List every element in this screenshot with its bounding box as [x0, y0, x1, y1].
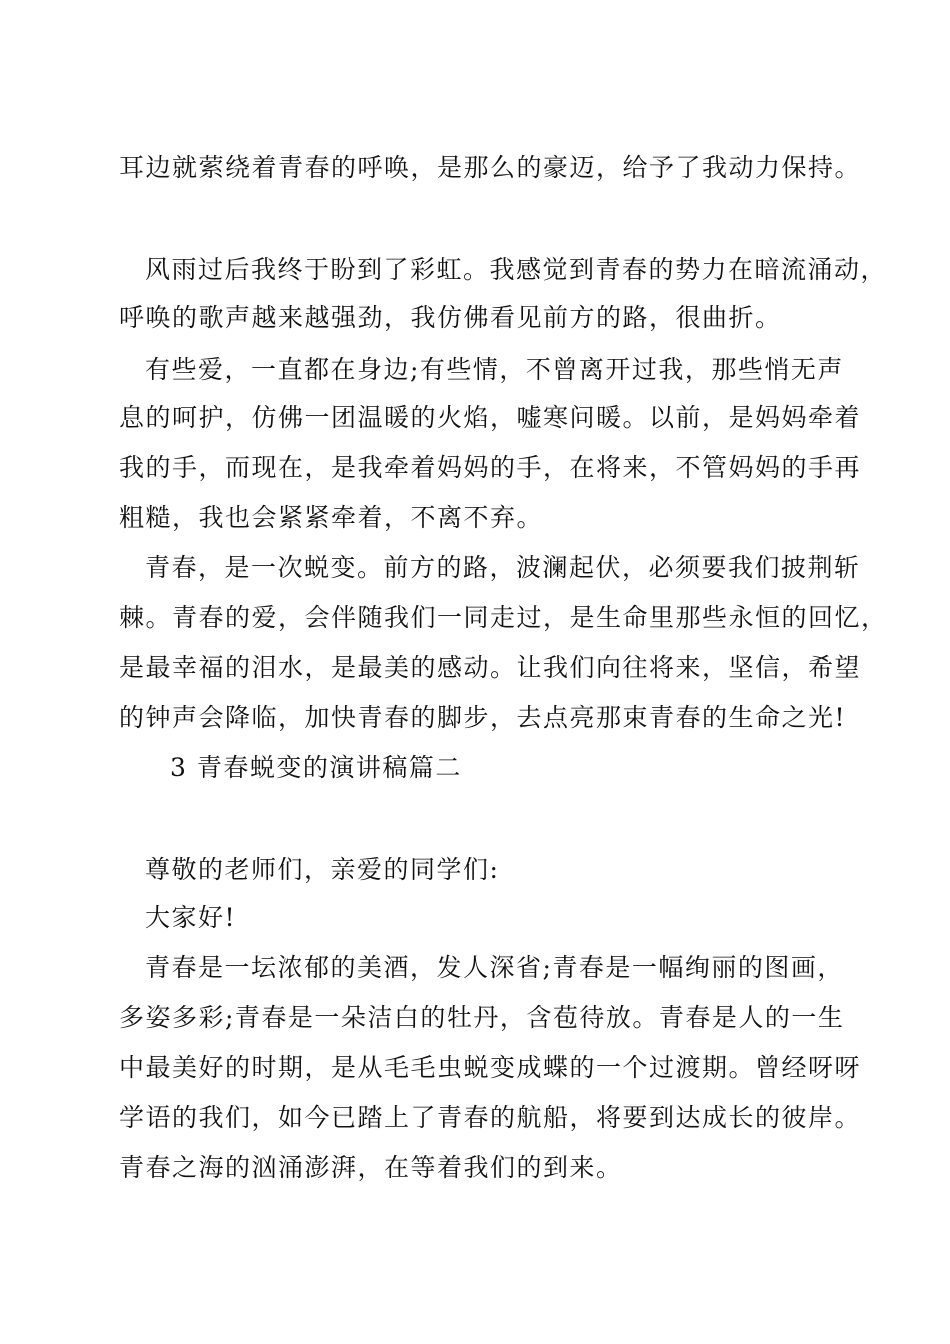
text-line: 粗糙，我也会紧紧牵着，不离不弃。: [119, 503, 544, 532]
text-line: 风雨过后我终于盼到了彩虹。我感觉到青春的势力在暗流涌动，: [145, 255, 888, 284]
text-line: 青春是一坛浓郁的美酒，发人深省;青春是一幅绚丽的图画，: [145, 953, 844, 982]
text-line: 是最幸福的泪水，是最美的感动。让我们向往将来，坚信，希望: [119, 653, 862, 682]
text-line: 耳边就萦绕着青春的呼唤，是那么的豪迈，给予了我动力保持。: [119, 153, 862, 182]
text-line: 大家好!: [145, 903, 237, 932]
text-line: 学语的我们，如今已踏上了青春的航船，将要到达成长的彼岸。: [119, 1103, 862, 1132]
text-line: 有些爱，一直都在身边;有些情，不曾离开过我，那些悄无声: [145, 355, 844, 384]
text-line: 的钟声会降临，加快青春的脚步，去点亮那束青春的生命之光!: [119, 703, 847, 732]
section-heading: 3 青春蜕变的演讲稿篇二: [170, 753, 462, 782]
text-line: 多姿多彩;青春是一朵洁白的牡丹，含苞待放。青春是人的一生: [119, 1003, 845, 1032]
text-line: 息的呵护，仿佛一团温暖的火焰，嘘寒问暖。以前，是妈妈牵着: [119, 403, 862, 432]
text-line: 青春之海的汹涌澎湃，在等着我们的到来。: [119, 1153, 623, 1182]
text-line: 中最美好的时期，是从毛毛虫蜕变成蝶的一个过渡期。曾经呀呀: [119, 1053, 862, 1082]
text-line: 青春，是一次蜕变。前方的路，波澜起伏，必须要我们披荆斩: [145, 553, 861, 582]
text-line: 呼唤的歌声越来越强劲，我仿佛看见前方的路，很曲折。: [119, 303, 782, 332]
text-line: 尊敬的老师们，亲爱的同学们:: [145, 855, 500, 884]
text-line: 棘。青春的爱，会伴随我们一同走过，是生命里那些永恒的回忆，: [119, 603, 888, 632]
text-line: 我的手，而现在，是我牵着妈妈的手，在将来，不管妈妈的手再: [119, 453, 862, 482]
